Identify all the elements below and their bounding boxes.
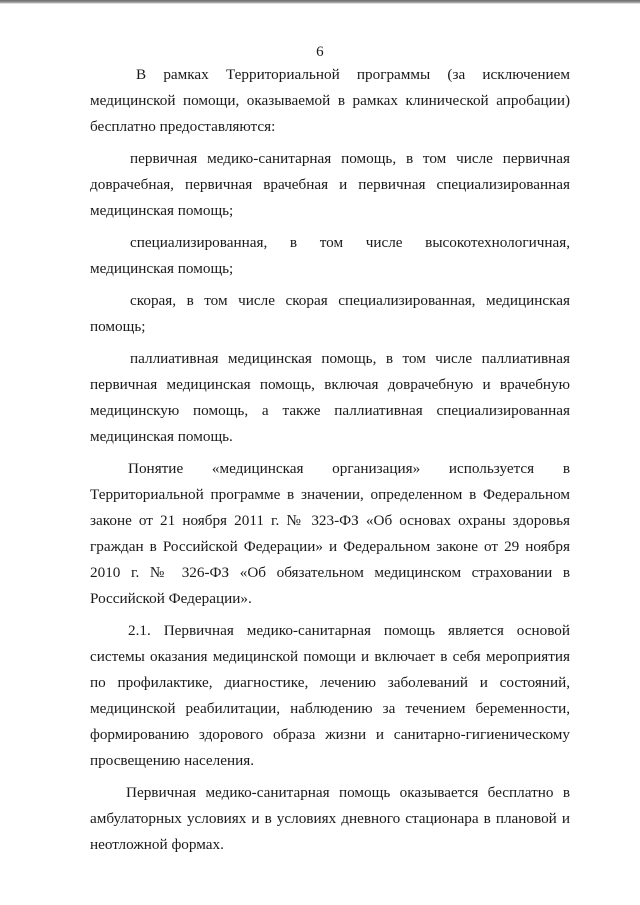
document-body — [90, 62, 570, 858]
paragraph-medical-organization-definition: Понятие «медицинская организация» используется в Территориальной программе в значении, определенном в Федеральном законе от 21 ноября 2011 г. № 323-ФЗ «Об основах охраны здоровья граждан в Российской Федерации» и Федеральном законе от 29 ноября 2010 г. № 326-ФЗ «Об обязательном медицинском страховании в Российской Федерации». — [90, 460, 570, 607]
page-number: 6 — [316, 44, 324, 60]
paragraph-section-2-1: 2.1. Первичная медико-санитарная помощь является основой системы оказания медицинской помощи и включает в себя мероприятия по профилактике, диагностике, лечению заболеваний и состояний, медицинской реабилитации, наблюдению за течением беременности, формированию здорового образа жизни и санитарно-гигиеническому просвещению населения. — [90, 622, 570, 769]
paragraph-specialized-care: специализированная, в том числе высокотехнологичная, медицинская помощь; — [90, 234, 570, 277]
paragraph-emergency-care: скорая, в том числе скорая специализированная, медицинская помощь; — [90, 292, 570, 335]
paragraph-primary-care: первичная медико-санитарная помощь, в том числе первичная доврачебная, первичная врачебная и первичная специализированная медицинская помощь; — [90, 150, 570, 219]
paragraph-palliative-care: паллиативная медицинская помощь, в том числе паллиативная первичная медицинская помощь, включая доврачебную и врачебную медицинскую помощь, а также паллиативная специализированная медицинская помощь. — [90, 350, 570, 445]
paragraph-intro: В рамках Территориальной программы (за исключением медицинской помощи, оказываемой в рамках клинической апробации) бесплатно предоставляются: — [90, 66, 570, 135]
paragraph-outpatient-care: Первичная медико-санитарная помощь оказывается бесплатно в амбулаторных условиях и в условиях дневного стационара в плановой и неотложной формах. — [90, 784, 570, 853]
